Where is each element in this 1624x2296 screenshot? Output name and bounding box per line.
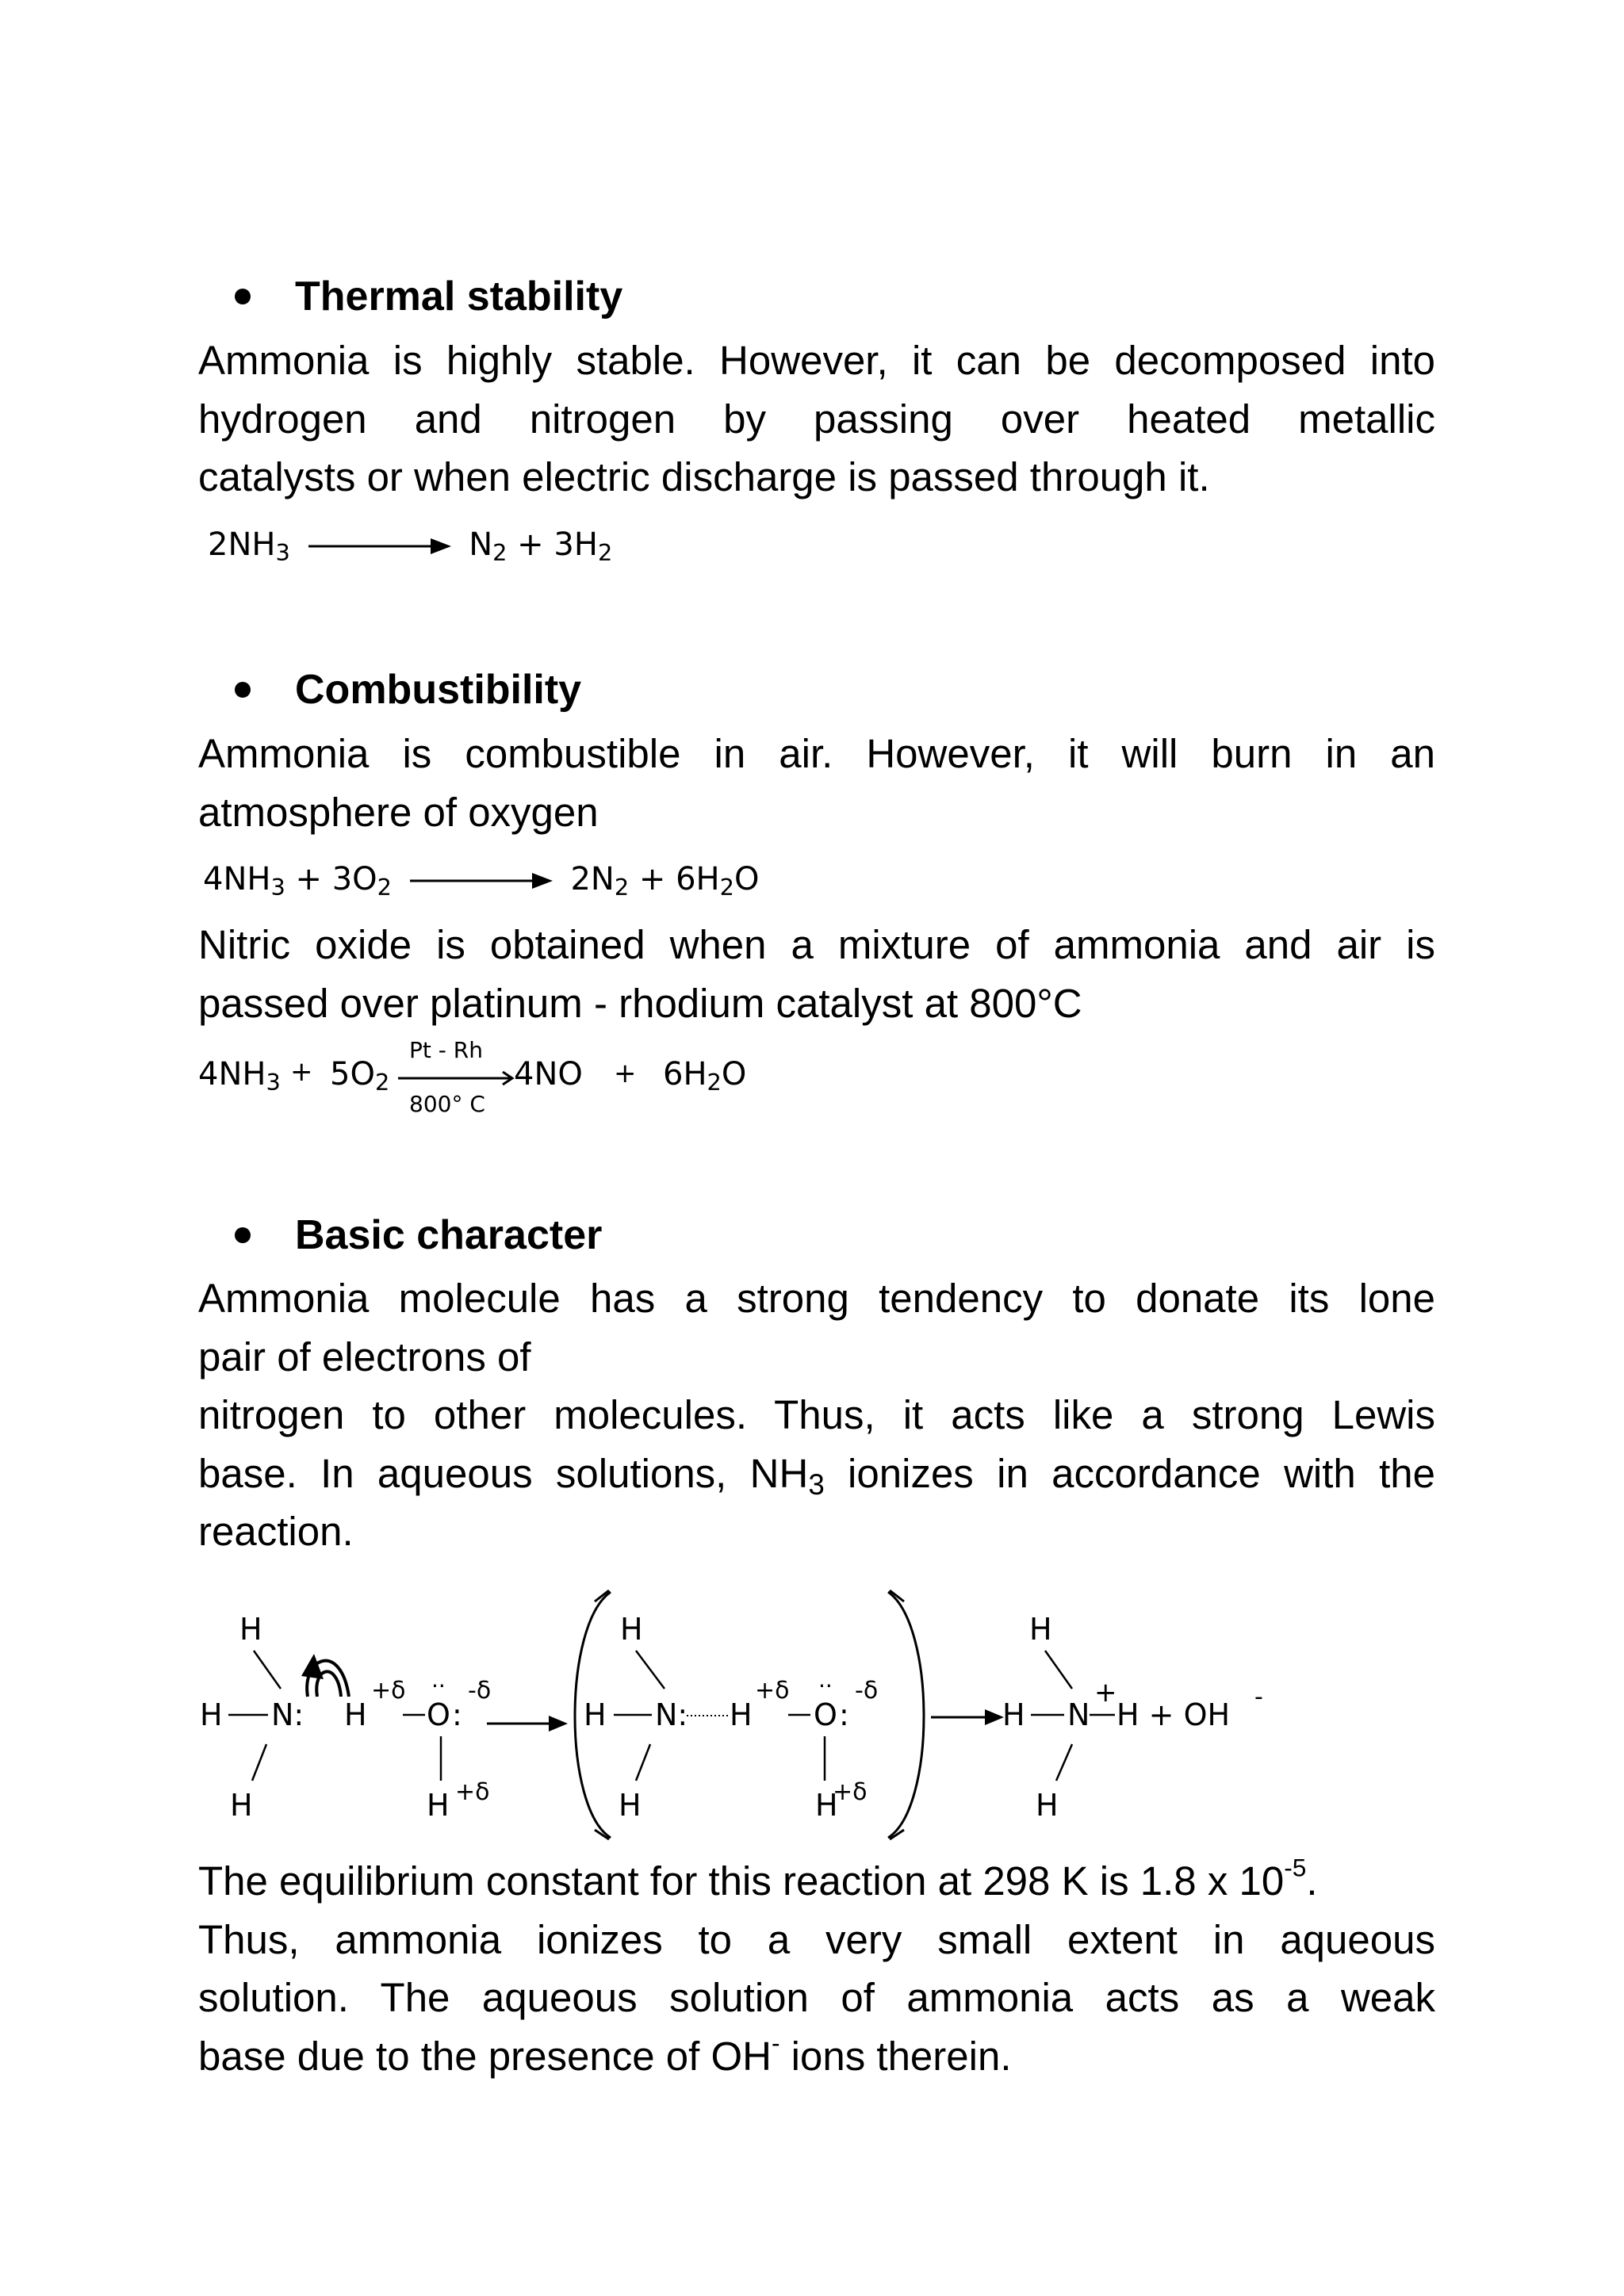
text-line: base due to the presence of OH- ions therein.: [198, 2027, 1012, 2079]
svg-text:-δ: -δ: [855, 1677, 879, 1705]
svg-text:H: H: [619, 1788, 642, 1823]
text-line: Nitric oxide is obtained when a mixture of ammonia and air is: [198, 922, 1435, 967]
text-line: Ammonia is highly stable. However, it can be decomposed into: [198, 338, 1435, 383]
svg-text:H: H: [1036, 1788, 1059, 1823]
svg-text:O: O: [814, 1697, 837, 1732]
paragraph-basic: [198, 1269, 1435, 1561]
equation-catalytic-oxidation: $4NH_3$ + $5O_2$ Pt - Rh 800° C 4NO + $6H_2O$: [198, 1037, 747, 1117]
paragraph-thermal: [198, 331, 1435, 507]
svg-text:+δ: +δ: [755, 1677, 790, 1705]
paragraph-combustibility: [198, 725, 1435, 841]
bullet-icon: [235, 682, 251, 698]
document-page: Thermal stability Ammonia is highly stable. However, it can be decomposed into hydrogen and nitrogen by passing over heated metallic catalysts or when electric discharge is passed through it. $2NH_3$ $N_2 + 3H_2$ Combustibility Ammonia is combustible in air. However, it will burn in an atmosphere of oxygen $4NH_3 + 3O_2$ $2N_2 + 6H_2O$ Nitric oxide is obtained when a mixture of ammonia and air is passed over platinum - rhodium catalyst at 800°C $4NH_3$ + $5O_2$ Pt - Rh 800° C 4NO + $6H_2O$ Basic character Ammonia molecule has a strong tendency to donate its lone pair of electrons of nitrogen to other molecules. Thus, it acts like a strong Lewis base. In aqueous solutions, $NH_3$ ionizes in accordance with the reaction. H H N: H H +δ O ·· : -δ H +δ H H N: H H +δ O ·· : -δ H +δ H H N + H + OH - H The equilibrium constant for this reaction at 298 K is 1.8 x $10^{-5}$. Thus, ammonia ionizes to a very small extent in aqueous solution. The aqueous solution of ammonia acts as a weak base due to the presence of OH- ions therein.: [0, 0, 1624, 2296]
text-line: reaction.: [198, 1509, 354, 1554]
svg-text:+δ: +δ: [455, 1778, 490, 1806]
text-line: Ammonia is combustible in air. However, it will burn in an: [198, 731, 1435, 776]
svg-text:H: H: [815, 1788, 838, 1823]
reaction-arrow-icon: [396, 1070, 515, 1086]
svg-text:H: H: [427, 1788, 450, 1823]
bullet-icon: [235, 1227, 251, 1243]
text-line: passed over platinum - rhodium catalyst at 800°C: [198, 980, 1082, 1026]
svg-text::: :: [839, 1697, 849, 1732]
svg-text:H: H: [1029, 1612, 1052, 1647]
text-line: solution. The aqueous solution of ammonia acts as a weak: [198, 1975, 1435, 2020]
paragraph-nitric-oxide: [198, 916, 1435, 1032]
svg-text:N: N: [1067, 1697, 1090, 1732]
text-line: pair of electrons of: [198, 1334, 531, 1380]
text-line: atmosphere of oxygen: [198, 789, 599, 835]
catalyst-label: Pt - Rh: [409, 1037, 483, 1063]
text-line: nitrogen to other molecules. Thus, it acts like a strong Lewis: [198, 1392, 1435, 1437]
ionization-reaction-diagram: [190, 1578, 1300, 1847]
svg-text:-δ: -δ: [468, 1677, 492, 1705]
bullet-icon: [235, 289, 251, 304]
svg-text:N:: N:: [271, 1697, 304, 1732]
condition-label: 800° C: [409, 1091, 485, 1117]
svg-text:··: ··: [818, 1673, 833, 1699]
paragraph-equilibrium: [198, 1852, 1435, 2085]
equation-decomposition: $2NH_3$ $N_2 + 3H_2$: [208, 526, 613, 567]
text-line: catalysts or when electric discharge is passed through it.: [198, 454, 1210, 499]
text-line: base. In aqueous solutions, $NH_3$ ionizes in accordance with the: [198, 1450, 1435, 1501]
svg-text:··: ··: [431, 1673, 446, 1699]
svg-text:N:: N:: [655, 1697, 688, 1732]
svg-text:H: H: [239, 1612, 262, 1647]
svg-text:H: H: [1002, 1697, 1025, 1732]
svg-text:O: O: [427, 1697, 450, 1732]
svg-text:+: +: [1094, 1677, 1117, 1709]
svg-text:H + OH: H + OH: [1116, 1697, 1231, 1732]
svg-text:H: H: [620, 1612, 643, 1647]
svg-text:H: H: [230, 1788, 253, 1823]
svg-text:H: H: [584, 1697, 607, 1732]
equation-combustion: $4NH_3 + 3O_2$ $2N_2 + 6H_2O$: [203, 861, 760, 901]
svg-text:+δ: +δ: [833, 1778, 868, 1806]
text-line: Thus, ammonia ionizes to a very small extent in aqueous: [198, 1916, 1435, 1962]
svg-text::: :: [452, 1697, 462, 1732]
text-line: The equilibrium constant for this reaction at 298 K is 1.8 x $10^{-5}$.: [198, 1853, 1318, 1904]
text-line: hydrogen and nitrogen by passing over heated metallic: [198, 396, 1435, 442]
reaction-arrow-icon: [307, 537, 453, 556]
reaction-arrow-icon: [408, 871, 554, 890]
svg-text:H: H: [200, 1697, 223, 1732]
svg-text:H: H: [730, 1697, 753, 1732]
svg-text:+δ: +δ: [371, 1677, 406, 1705]
svg-text:-: -: [1254, 1683, 1263, 1711]
svg-text:H: H: [344, 1697, 367, 1732]
text-line: Ammonia molecule has a strong tendency to donate its lone: [198, 1276, 1435, 1321]
